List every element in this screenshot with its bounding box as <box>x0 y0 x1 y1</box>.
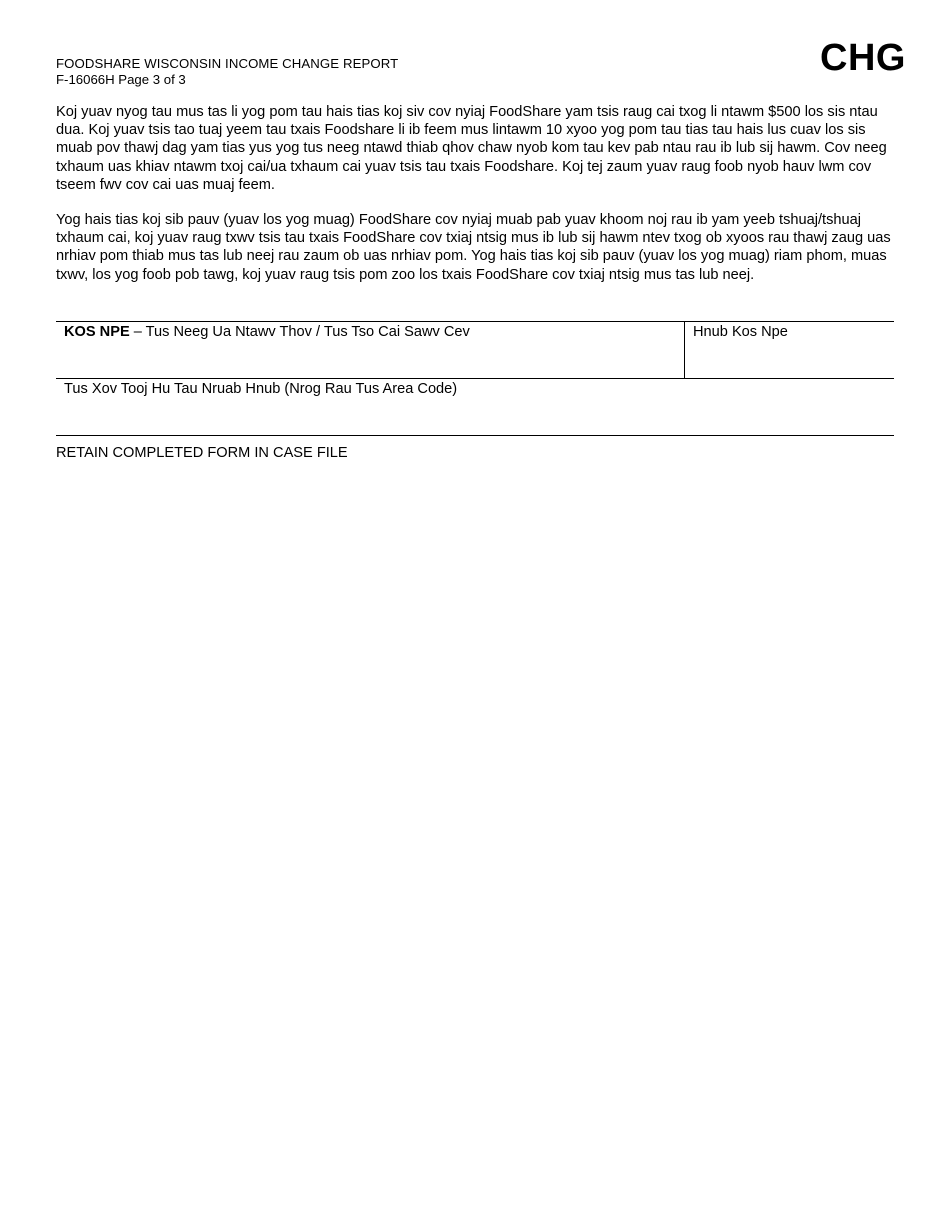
daytime-phone-field[interactable] <box>56 379 894 435</box>
signature-date-label: Hnub Kos Npe <box>693 324 788 340</box>
signature-row <box>56 322 894 379</box>
form-number: F-16066H Page 3 of 3 <box>56 72 186 87</box>
penalty-paragraph-2: Yog hais tias koj sib pauv (yuav los yog muag) FoodShare cov nyiaj muab pab yuav khoom noj rau ib yam yeeb tshuaj/tshuaj txhaum cai, koj yuav raug txwv tsis tau txais FoodShare cov txiaj ntsig mus ib lub sij hawm ntev txog ob xyoos rau thawj zaug uas nrhiav pom thiab mus tas lub neej rau zaum ob uas nrhiav pom. Yog hais tias koj sib pauv (yuav los yog muag) riam phom, muas txwv, los yog foob pob tawg, koj yuav raug tsis pom zoo los txais FoodShare cov txiaj ntsig mus tas lub neej. <box>56 212 891 283</box>
form-header <box>56 37 906 96</box>
signature-table <box>56 321 894 436</box>
retain-notice: RETAIN COMPLETED FORM IN CASE FILE <box>56 445 348 461</box>
form-title: FOODSHARE WISCONSIN INCOME CHANGE REPORT <box>56 56 399 71</box>
signature-label-rest: – Tus Neeg Ua Ntawv Thov / Tus Tso Cai Sawv Cev <box>129 324 470 340</box>
penalty-paragraph-1: Koj yuav nyog tau mus tas li yog pom tau hais tias koj siv cov nyiaj FoodShare yam tsis raug cai txog li ntawm $500 los sis ntau dua. Koj yuav tsis tao tuaj yeem tau txais Foodshare li ib feem mus lintawm 10 xyoo yog pom tau tias tau hais lus cuav los sis muab pov thawj dag yam tias yus yog tus neeg ntawd thiab qhov chaw nyob kom tau kev pab ntau rau ib lub sij hawm. Cov neeg txhaum uas khiav ntawm txoj cai/ua txhaum cai yuav tsis tau txais Foodshare. Koj tej zaum yuav raug foob nyob hauv lwm cov tseem fwv cov cai uas muaj feem. <box>56 104 887 193</box>
signature-date-field[interactable] <box>685 322 894 378</box>
form-code: CHG <box>820 37 906 79</box>
daytime-phone-label: Tus Xov Tooj Hu Tau Nruab Hnub (Nrog Rau Tus Area Code) <box>64 381 458 397</box>
signature-label-bold: KOS NPE <box>64 324 130 340</box>
signature-label <box>64 323 470 341</box>
signature-field[interactable] <box>56 322 685 378</box>
